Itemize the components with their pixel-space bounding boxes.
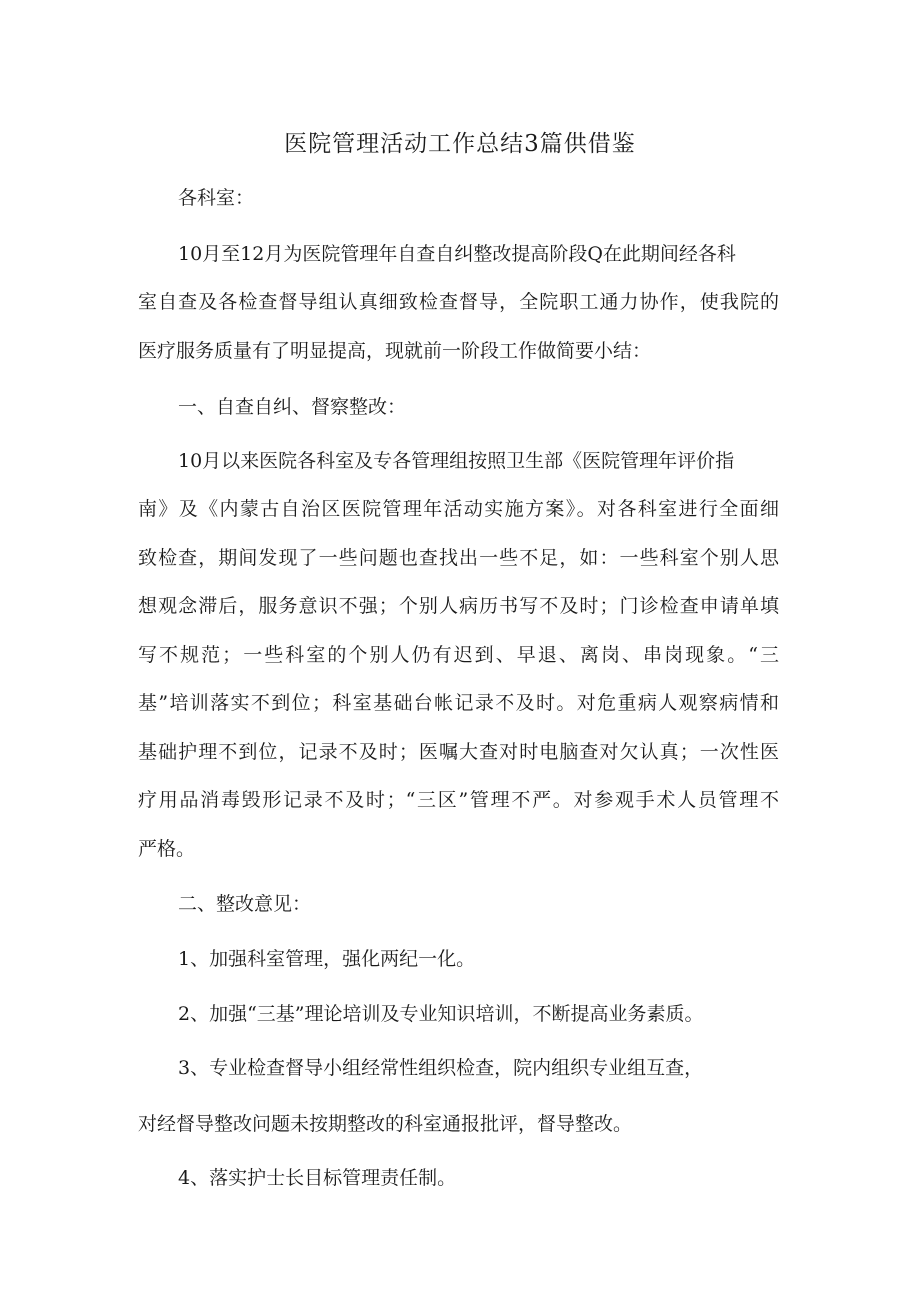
salutation: 各科室： [178,187,255,209]
section2-heading: 二、整改意见： [178,893,312,915]
document-title: 医院管理活动工作总结3篇供借鉴 [284,131,636,157]
section1-line-9: 严格。 [138,838,196,860]
list-item: 3、专业检查督导小组经常性组织检查，院内组织专业组互查， [178,1057,704,1079]
section1-line-3: 致检查，期间发现了一些问题也查找出一些不足，如：一些科室个别人思 [138,547,779,569]
section1-line-5: 写不规范；一些科室的个别人仍有迟到、早退、离岗、串岗现象。“三 [138,644,779,666]
list-item: 2、加强“三基”理论培训及专业知识培训，不断提高业务素质。 [178,1003,704,1025]
section1-heading: 一、自查自纠、督察整改： [178,396,407,418]
section1-line-2: 南》及《内蒙古自治区医院管理年活动实施方案》。对各科室进行全面细 [138,498,779,520]
section1-line-1: 10月以来医院各科室及专各管理组按照卫生部《医院管理年评价指 [178,450,735,472]
intro-line-1: 10月至12月为医院管理年自查自纠整改提高阶段Q在此期间经各科 [178,243,736,265]
intro-line-2: 室自查及各检查督导组认真细致检查督导，全院职工通力协作，使我院的 [138,291,779,313]
section1-line-7: 基础护理不到位，记录不及时；医嘱大查对时电脑查对欠认真；一次性医 [138,741,779,763]
intro-line-3: 医疗服务质量有了明显提高，现就前一阶段工作做简要小结： [138,340,652,362]
section1-line-6: 基”培训落实不到位；科室基础台帐记录不及时。对危重病人观察病情和 [138,692,779,714]
list-item-continuation: 对经督导整改问题未按期整改的科室通报批评，督导整改。 [138,1113,633,1135]
section1-line-4: 想观念滞后，服务意识不强；个别人病历书写不及时；门诊检查申请单填 [138,595,779,617]
list-item: 4、落实护士长目标管理责任制。 [178,1167,457,1189]
section1-line-8: 疗用品消毒毁形记录不及时；“三区”管理不严。对参观手术人员管理不 [138,789,779,811]
list-item: 1、加强科室管理，强化两纪一化。 [178,948,476,970]
